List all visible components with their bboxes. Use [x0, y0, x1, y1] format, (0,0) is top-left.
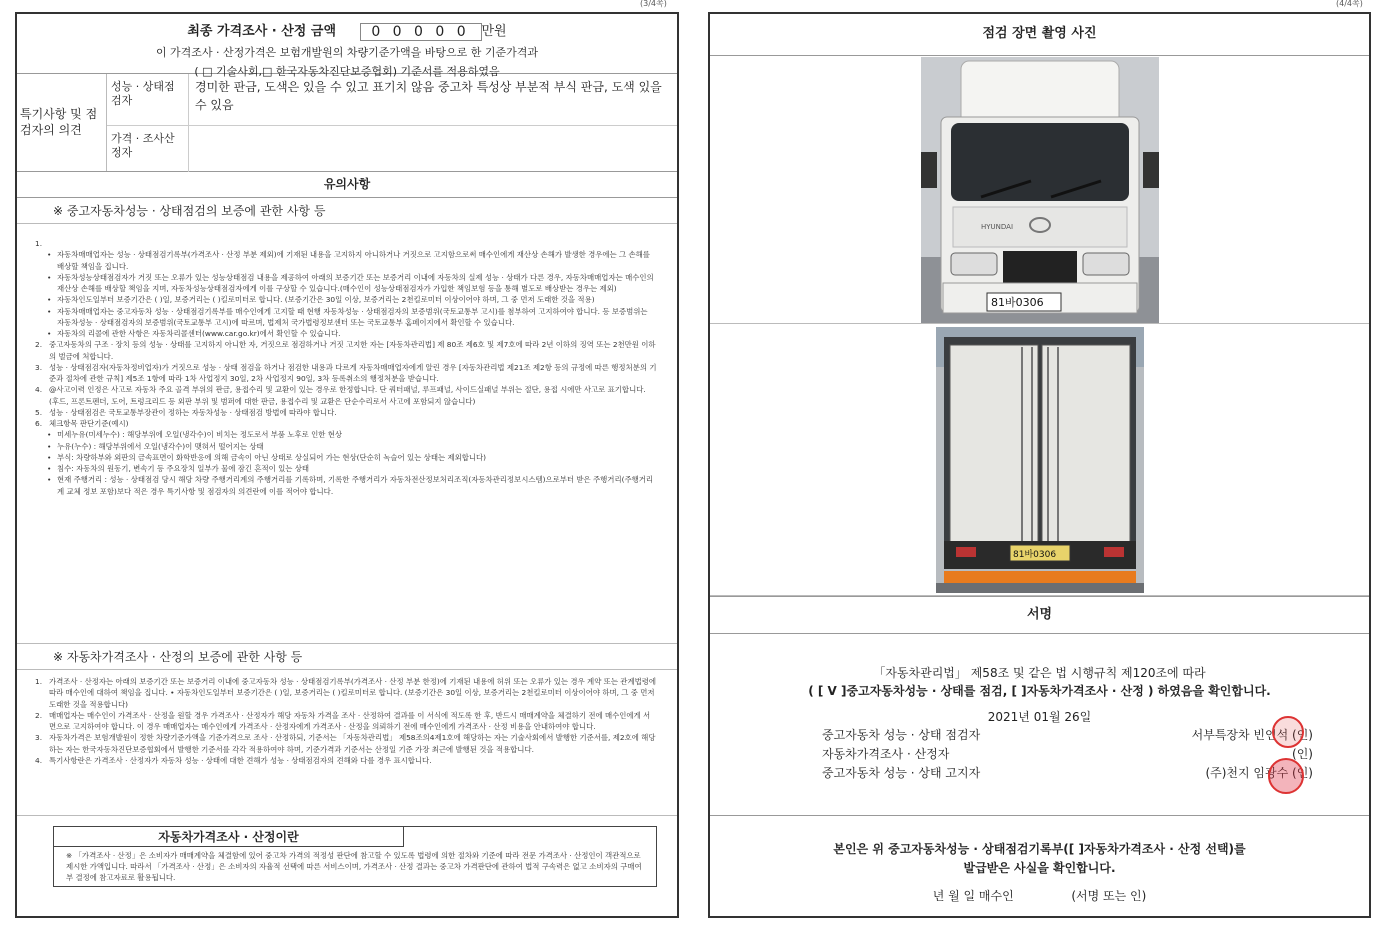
special-notes-label: 특기사항 및 점검자의 의견: [17, 74, 107, 171]
section2-body: [17, 670, 677, 816]
list-item: 5. 성능 · 상태점검은 국토교통부장관이 정하는 자동차성능 · 상태점검 방법에 따라야 합니다.: [35, 407, 337, 417]
section1-heading: ※ 중고자동차성능 · 상태점검의 보증에 관한 사항 등: [17, 198, 677, 224]
truck-front-photo: [921, 57, 1159, 323]
list-item: 3. 성능 · 상태점검자(자동차정비업자)가 거짓으로 성능 · 상태 점검을 하거나 점검한 내용과 다르게 자동차매매업자에게 알린 경우 [자동차관리법 제21조 제2항 등의 규정에 따른 행정처분의 기준과 절차에 관한 규칙] 제5조 1항에 따라 1차 사업정지 30일, 2차 사업정지 90일, 3차 등록취소의 행정처분을 받습니다.: [35, 362, 657, 383]
list-item: • 부식: 차량하부와 외판의 금속표면이 화학반응에 의해 금속이 아닌 상태로 상실되어 가는 현상(단순히 녹슬어 있는 상태는 제외합니다): [57, 452, 657, 463]
definition-title: 자동차가격조사 · 산정이란: [54, 827, 404, 847]
seal-mark: (인): [1292, 766, 1313, 780]
signer-name: (주)천지 임광수: [1205, 766, 1289, 780]
inspector-seal-stamp: [1272, 716, 1304, 748]
buyer-signature: (서명 또는 인): [1071, 889, 1147, 904]
list-item: 2. 중고자동차의 구조 · 장치 등의 성능 · 상태를 고지하지 아니한 자, 거짓으로 점검하거나 거짓 고지한 자는 [자동차관리법] 제 80조 제6호 및 제7호에 따라 2년 이하의 징역 또는 2천만원 이하의 벌금에 처합니다.: [35, 340, 656, 361]
right-page: [708, 12, 1371, 918]
definition-box: [53, 826, 657, 887]
section1-body: [17, 224, 677, 644]
price-desc-1: 이 가격조사 · 산정가격은 보험개발원의 차량기준가액을 바탕으로 한 기준가격과: [155, 46, 539, 59]
list-item: • 자동차의 리콜에 관한 사항은 자동차리콜센터(www.car.go.kr)에서 확인할 수 있습니다.: [57, 328, 657, 339]
list-item: 4. 특기사항란은 가격조사 · 산정자가 자동차 성능 · 상태에 대한 견해가 성능 · 상태점검자의 견해와 다를 경우 표시합니다.: [35, 755, 432, 765]
final-line-2: 발급받은 사실을 확인합니다.: [963, 860, 1116, 875]
special-notes-section: [17, 74, 677, 172]
list-item: • 자동차매매업자는 중고자동차 성능 · 상태점검기록부를 매수인에게 고지할 때 현행 자동차성능 · 상태점검자의 보증범위(국토교통부 고시)를 첨부하여 고지하여야 합니다. 등 보증범위는 자동차성능 · 상태점검자의 보증범위(국토교통부 고시)에 따르며, 법제처 국가법령정보센터 또는 국토교통부 홈페이지에서 확인할 수 있습니다.: [57, 306, 657, 329]
buyer-confirmation: [710, 816, 1369, 906]
confirmation-statement: ( [ V ]중고자동차성능 · 상태를 점검, [ ]자동차가격조사 · 산정 ) 하였음을 확인합니다.: [808, 684, 1271, 698]
final-line-1: 본인은 위 중고자동차성능 · 상태점검기록부([ ]자동차가격조사 · 산정 선택)를: [833, 842, 1246, 856]
inspector-opinion-label: 성능 · 상태점검자: [107, 74, 189, 125]
list-item: 3. 자동차가격은 보험개발원이 정한 차량기준가액을 기준가격으로 조사 · 산정하되, 기준서는 「자동차관리법」 제58조의4제1호에 해당하는 자는 기술사회에서 발행한 기준서를, 제2호에 해당하는 자는 한국자동차진단보증협회에서 발행한 기준서를 각각 적용하여야 하며, 기준가격과 기준서는 산정일 기준 가장 최근에 발행된 것을 적용합니다.: [35, 733, 656, 754]
front-photo-row: [710, 56, 1369, 324]
page-number-right: (4/4쪽): [1336, 0, 1363, 8]
section1-6-bullets: [35, 429, 657, 497]
inspector-opinion-text: 경미한 판금, 도색은 있을 수 있고 표기치 않음 중고차 특성상 부분적 부식 판금, 도색 있을 수 있음: [195, 80, 662, 112]
signer-row: 자동차가격조사 · 산정자 (인): [822, 747, 1313, 761]
buyer-date-line: 년 월 일 매수인: [932, 889, 1014, 904]
item-number: 1.: [35, 239, 43, 248]
seal-mark: (인): [1292, 728, 1313, 742]
truck-brand: HYUNDAI: [980, 222, 1013, 231]
signer-row: 중고자동차 성능 · 상태 점검자 서부특장차 빈인석 (인): [822, 728, 1313, 742]
price-unit: 만원: [481, 24, 507, 39]
list-item: • 자동차매매업자는 성능 · 상태점검기록부(가격조사 · 산정 부분 제외)에 기재된 내용을 고지하지 아니하거나 거짓으로 고지함으로써 매수인에게 재산상 손해가 발생한 경우에는 그 손해를 배상할 책임을 집니다.: [57, 249, 657, 272]
list-item: • 현재 주행거리 : 성능 · 상태점검 당시 해당 차량 주행거리계의 주행거리를 기록하며, 기록한 주행거리가 자동차전산정보처리조직(자동차관리정보시스템)으로부터 받은 주행거리(주행거리계 교체 정보 포함)보다 적은 경우 특기사항 및 점검자의 의견란에 이를 적어야 합니다.: [57, 474, 657, 497]
rear-plate: 81바0306: [1012, 549, 1056, 560]
price-desc-2: ( □ 기술사회,□ 한국자동차진단보증협회) 기준서를 적용하였음: [194, 65, 500, 78]
list-item: 1. 가격조사 · 산정자는 아래의 보증기간 또는 보증거리 이내에 중고자동차 성능 · 상태점검기록부(가격조사 · 산정 부분 한정)에 기재된 내용에 허위 또는 오류가 있는 경우 계약 또는 관계법령에 따라 매수인에 대하여 책임을 집니다. • 자동차인도일부터 보증기간은 ( )일, 보증거리는 ( )킬로미터로 합니다. (보증기간은 30일 이상, 보증거리는 2천킬로미터 이상이어야 하며, 그 중 먼저 도래한 것을 적용합니다): [35, 677, 657, 709]
notice-title: 유의사항: [17, 172, 677, 198]
definition-text: ※ 「가격조사 · 산정」은 소비자가 매매계약을 체결함에 있어 중고차 가격의 적정성 판단에 참고할 수 있도록 법령에 의한 절차와 기준에 따라 전문 가격조사 · 산정인이 객관적으로 제시한 가액입니다. 따라서 「가격조사 · 산정」은 소비자의 자율적 선택에 따른 서비스이며, 가격조사 · 산정 결과는 중고차 가격판단에 관하여 법적 구속력은 없고 소비자의 구매여부 결정에 참고자료로 활용됩니다.: [66, 851, 642, 883]
signer-row: 중고자동차 성능 · 상태 고지자 (주)천지 임광수 (인): [822, 766, 1313, 780]
rear-photo-row: [710, 324, 1369, 596]
list-item: • 자동차성능상태점검자가 거짓 또는 오류가 있는 성능상태점검 내용을 제공하여 아래의 보증기간 또는 보증거리 이내에 자동차의 실제 성능 · 상태가 다른 경우, 자동차매매업자는 매수인의 재산상 손해를 배상할 책임을 지며, 자동차성능상태점검자에게 이를 구상할 수 있습니다.(매수인이 성능상태점검자가 가입한 책임보험 등을 통해 별도로 배상받는 경우는 제외): [57, 272, 657, 295]
list-item: 2. 매매업자는 매수인이 가격조사 · 산정을 원할 경우 가격조사 · 산정자가 해당 자동차 가격을 조사 · 산정하여 결과를 이 서식에 적도록 한 후, 반드시 매매계약을 체결하기 전에 매수인에게 서면으로 고지하여야 합니다. 이 경우 매매업자는 매수인에게 가격조사 · 산정자에게 가격조사 · 산정을 의뢰하기 전에 매수인에게 가격조사 · 산정 비용을 안내하여야 합니다.: [35, 710, 651, 731]
truck-rear-photo: [936, 327, 1144, 593]
company-seal-stamp: [1268, 758, 1304, 794]
sign-date: 2021년 01월 26일: [987, 710, 1092, 724]
appraiser-opinion-label: 가격 · 조사산정자: [107, 126, 189, 172]
section1-bullets: [35, 249, 657, 339]
price-value: 0 0 0 0 0: [371, 24, 470, 40]
list-item: • 자동차인도일부터 보증기간은 ( )일, 보증거리는 ( )킬로미터로 합니다. (보증기간은 30일 이상, 보증거리는 2천킬로미터 이상이어야 하며, 그 중 먼저 도래한 것을 적용): [57, 294, 657, 305]
signature-block: [710, 634, 1369, 816]
price-title: 최종 가격조사 · 산정 금액: [187, 24, 336, 39]
list-item: 6. 체크항목 판단기준(예시): [35, 419, 129, 428]
page-number-left: (3/4쪽): [640, 0, 667, 8]
list-item: • 미세누유(미세누수) : 해당부위에 오일(냉각수)이 비치는 정도로서 부품 노후로 인한 현상: [57, 429, 657, 440]
section2-heading: ※ 자동차가격조사 · 산정의 보증에 관한 사항 등: [17, 644, 677, 670]
signature-section-title: 서명: [710, 596, 1369, 634]
left-page: [15, 12, 679, 918]
list-item: • 침수: 자동차의 원동기, 변속기 등 주요장치 일부가 물에 잠긴 흔적이 있는 상태: [57, 463, 657, 474]
front-plate: 81바0306: [990, 295, 1044, 309]
appraiser-opinion-text: [189, 126, 677, 172]
seal-mark: (인): [1292, 747, 1313, 761]
signer-name: 서부특장차 빈인석: [1191, 728, 1289, 742]
price-value-box: [360, 23, 482, 41]
final-price-section: [17, 14, 677, 78]
list-item: • 누유(누수) : 해당부위에서 오일(냉각수)이 맺혀서 떨어지는 상태: [57, 441, 657, 452]
list-item: 4. @사고이력 인정은 사고로 자동차 주요 골격 부위의 판금, 용접수리 및 교환이 있는 경우로 한정합니다. 단 쿼터패널, 루프패널, 사이드실패널 부위는 절단, 용접 시에만 사고로 표기합니다. (후드, 프론트펜더, 도어, 트렁크리드 등 외판 부위 및 범퍼에 대한 판금, 용접수리 및 교환은 단순수리로서 사고에 포함되지 않습니다): [35, 385, 646, 406]
law-reference: 「자동차관리법」 제58조 및 같은 법 시행규칙 제120조에 따라: [873, 666, 1206, 680]
photo-section-title: 점검 장면 촬영 사진: [710, 14, 1369, 56]
